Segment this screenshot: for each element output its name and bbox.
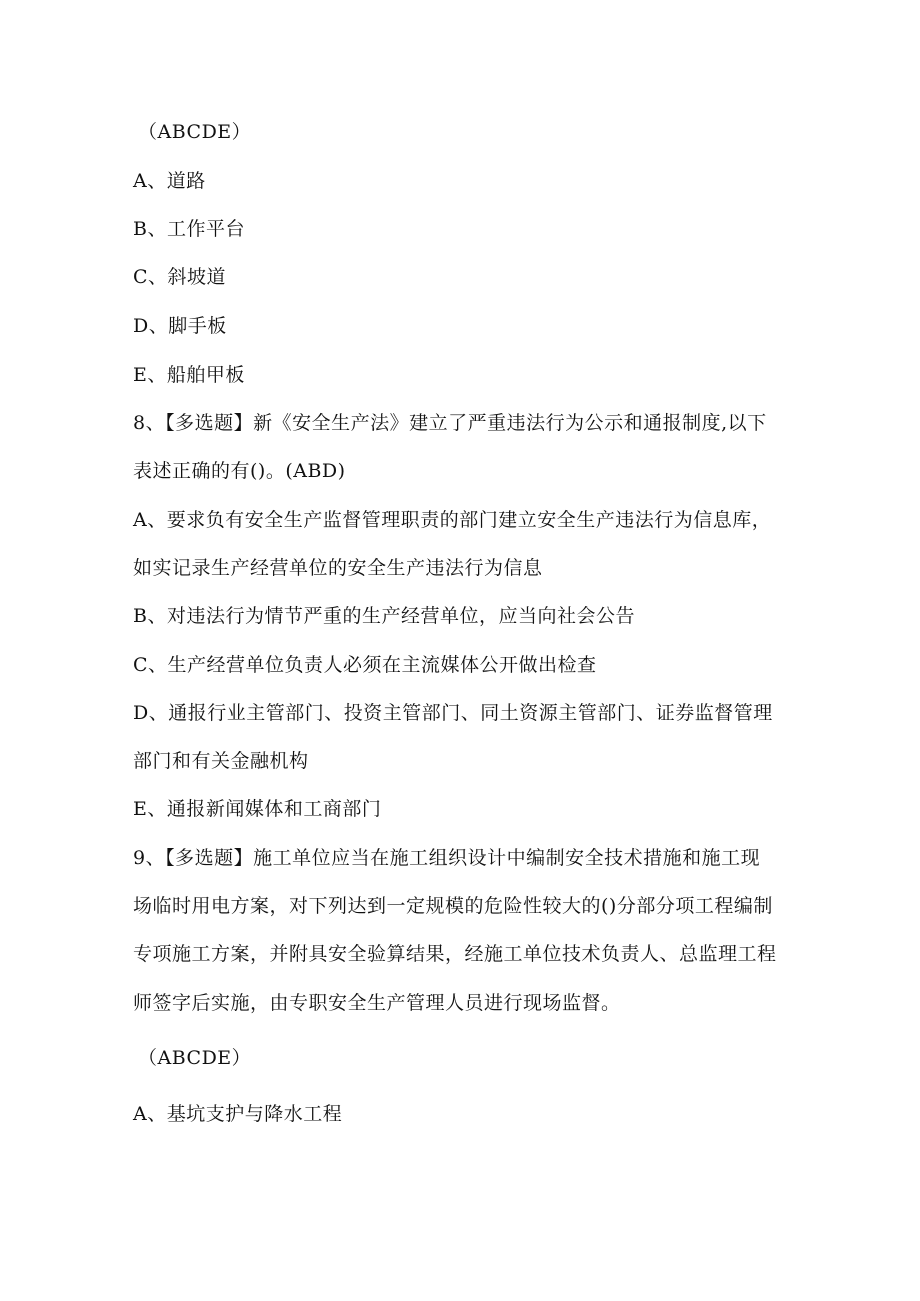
q8-option-d-line-1: D、通报行业主管部门、投资主管部门、同土资源主管部门、证券监督管理 xyxy=(133,702,773,724)
question-9-line-2: 场临时用电方案，对下列达到一定规模的危险性较大的()分部分项工程编制 xyxy=(133,895,773,917)
option-b-line: B、工作平台 xyxy=(133,218,245,240)
option-c-line: C、斜坡道 xyxy=(133,266,227,288)
q8-option-c-line: C、生产经营单位负责人必须在主流媒体公开做出检查 xyxy=(133,654,597,676)
q8-option-e-line: E、通报新闻媒体和工商部门 xyxy=(133,798,382,820)
q8-option-a-line-2: 如实记录生产经营单位的安全生产违法行为信息 xyxy=(133,557,543,579)
option-e-line: E、船舶甲板 xyxy=(133,364,245,386)
question-9-line-1: 9、【多选题】施工单位应当在施工组织设计中编制安全技术措施和施工现 xyxy=(133,847,761,869)
option-a-line: A、道路 xyxy=(133,170,206,192)
q9-answer-key-line: （ABCDE） xyxy=(138,1047,252,1069)
question-9-line-4: 师签字后实施，由专职安全生产管理人员进行现场监督。 xyxy=(133,992,621,1014)
q8-option-a-line-1: A、要求负有安全生产监督管理职责的部门建立安全生产违法行为信息库， xyxy=(133,509,772,531)
q8-option-d-line-2: 部门和有关金融机构 xyxy=(133,750,309,772)
answer-key-line: （ABCDE） xyxy=(138,121,252,143)
q9-option-a-line: A、基坑支护与降水工程 xyxy=(133,1103,343,1125)
question-9-line-3: 专项施工方案，并附具安全验算结果，经施工单位技术负责人、总监理工程 xyxy=(133,943,777,965)
question-8-line-1: 8、【多选题】新《安全生产法》建立了严重违法行为公示和通报制度,以下 xyxy=(133,412,767,434)
option-d-line: D、脚手板 xyxy=(133,315,227,337)
q8-option-b-line: B、对违法行为情节严重的生产经营单位，应当向社会公告 xyxy=(133,605,635,627)
question-8-line-2: 表述正确的有()。(ABD) xyxy=(133,460,346,482)
